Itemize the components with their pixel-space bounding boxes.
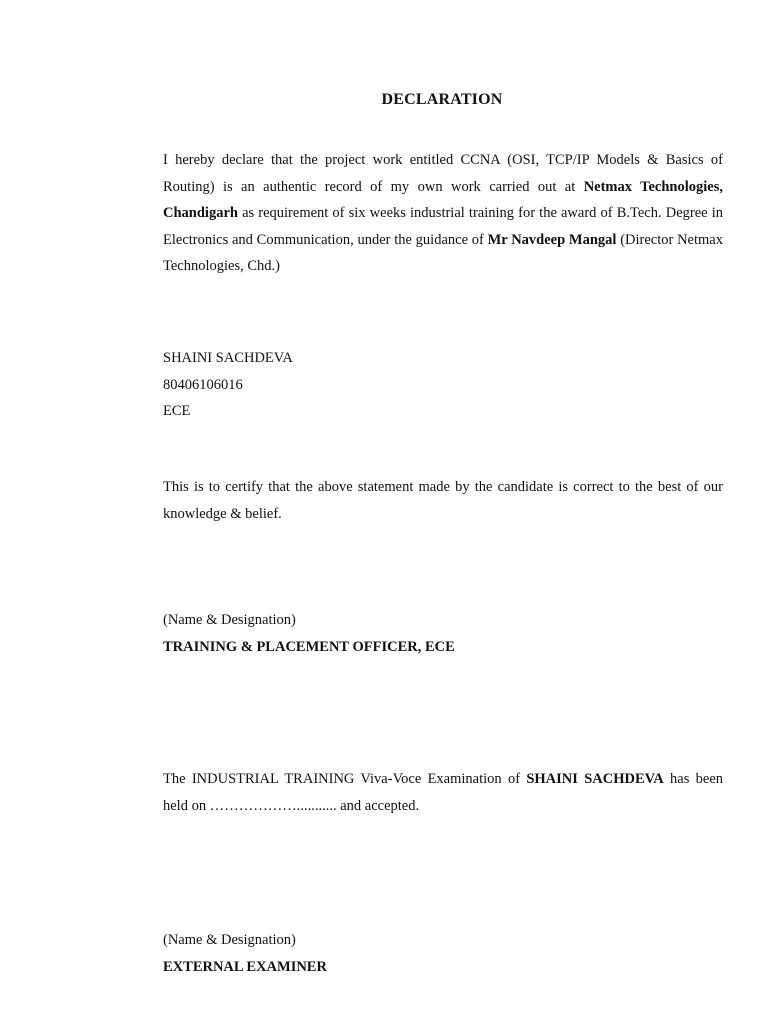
page-title: DECLARATION [381,91,503,108]
certify-paragraph: This is to certify that the above statement made by the candidate is correct to the best of our knowledge & belief. [163,479,723,522]
declaration-text-1: I hereby declare that the project work entitled CCNA (OSI, TCP/IP Models & Basics of Routing) is an authentic record of my own work carried out at [163,152,723,195]
declaration-text-3: (Director Netmax Technologies, Chd.) [163,231,723,274]
officer-designation-label: (Name & Designation) [163,612,296,628]
examiner-designation-label: (Name & Designation) [163,932,296,948]
guide-name: Mr Navdeep Mangal [487,231,617,248]
candidate-branch: ECE [163,403,191,419]
candidate-roll-number: 80406106016 [163,376,243,393]
examiner-signature-block [163,927,723,980]
candidate-details [163,345,723,425]
viva-paragraph [163,766,723,819]
officer-signature-block [163,607,723,660]
viva-text-1: The INDUSTRIAL TRAINING Viva-Voce Examination of [163,771,527,787]
declaration-text-2: as requirement of six weeks industrial training for the award of B.Tech. Degree in Electronics and Communication, under the guidance of [163,205,723,248]
examiner-title: EXTERNAL EXAMINER [163,958,327,975]
company-name: Netmax Technologies, Chandigarh [163,178,724,221]
viva-candidate-name: SHAINI SACHDEVA [526,771,664,787]
declaration-paragraph [163,147,723,280]
viva-text-2: has been held on ………………........... and accepted. [163,771,724,814]
candidate-name: SHAINI SACHDEVA [163,350,293,366]
officer-title: TRAINING & PLACEMENT OFFICER, ECE [163,638,455,655]
